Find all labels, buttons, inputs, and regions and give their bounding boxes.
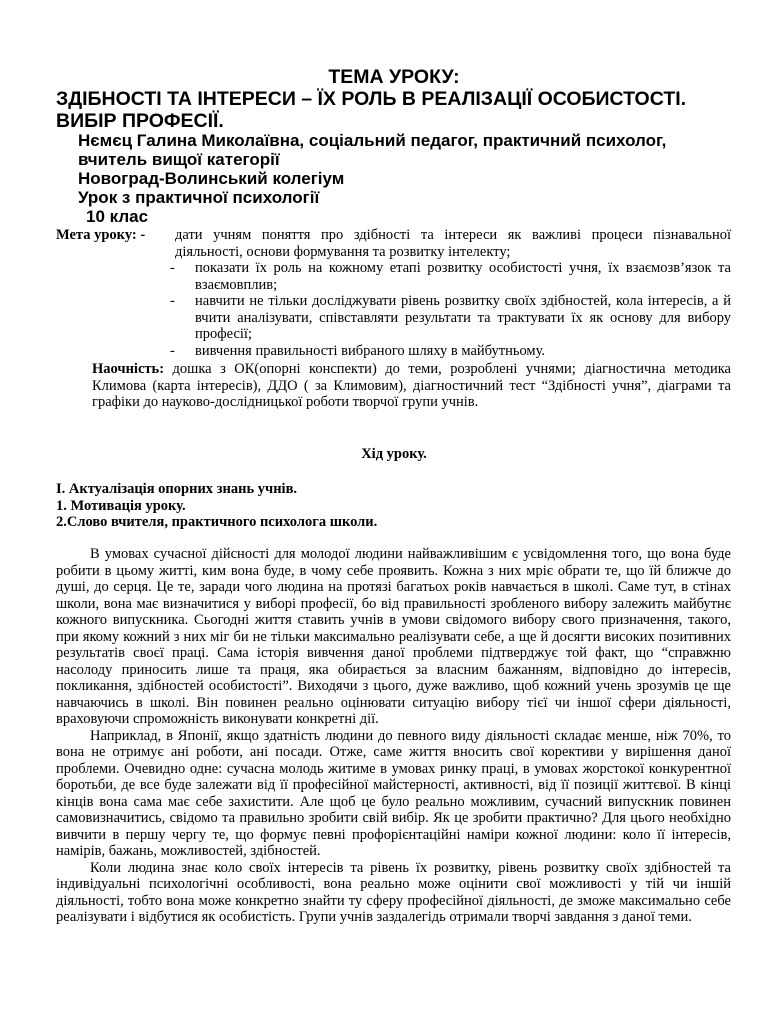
paragraph: Наприклад, в Японії, якщо здатність людини до певного виду діяльності складає менше, ніж 70%, то вона не отримує ані роботи, ані посади. Отже, саме життя вносить свої корективи у вирішення даної проблеми. Очевидно одне: сучасна молодь житиме в умовах ринку праці, в умовах жорстокої конкурентної боротьби, де все буде залежати від її професійної майстерності, активності, від її позиції життєвої. В кінці кінців вона сама має себе захистити. Але щоб це було реально можливим, сучасний випускник повинен самовизначитись, свідомо та правильно зробити свій вибір. Як це зробити практично? Для цього необхідно вивчити в першу чергу те, що формує певні профорієнтаційні наміри кожної людини: коло її інтересів, намірів, бажань, можливостей, здібностей. (56, 727, 731, 859)
grade-label: 10 клас (86, 207, 149, 226)
goal-item (56, 227, 731, 260)
lesson-course-heading: Хід уроку. (361, 446, 427, 462)
goal-item (56, 343, 731, 360)
goal-item (56, 260, 731, 293)
author-block (78, 131, 738, 207)
goal-text: дати учням поняття про здібності та інтереси як важливі процеси пізнавальної діяльності, основи формування та розвитку інтелекту; (175, 227, 731, 260)
goal-item (56, 293, 731, 343)
goal-text: вивчення правильності вибраного шляху в майбутньому. (195, 342, 546, 359)
goal-dash: - (170, 293, 175, 309)
step-heading: 2.Слово вчителя, практичного психолога школи. (56, 514, 378, 530)
author-name: Нємєц Галина Миколаївна, соціальний педагог, практичний психолог, (78, 131, 667, 150)
goal-dash: - (170, 342, 175, 359)
author-category: вчитель вищої категорії (78, 150, 280, 169)
visual-aids (92, 361, 731, 411)
goal-dash: - (170, 260, 175, 276)
lesson-topic-heading: ТЕМА УРОКУ: (328, 66, 460, 88)
goal-text: показати їх роль на кожному етапі розвитку особистості учня, їх взаємозв’язок та взаємовплив; (195, 260, 731, 293)
goal-text: навчити не тільки досліджувати рівень розвитку своїх здібностей, кола інтересів, а й вчити аналізувати, співставляти результати та трактувати їх як основу для вибору професії; (195, 293, 731, 342)
body-text (56, 546, 731, 926)
visual-aids-text: дошка з ОК(опорні конспекти) до теми, розроблені учнями; діагностична методика Климова (карта інтересів), ДДО ( за Климовим), діагностичний тест “Здібності учня”, діаграми та графіки до науково-дослідницької роботи творчої групи учнів. (92, 361, 731, 410)
lesson-title-line: ЗДІБНОСТІ ТА ІНТЕРЕСИ – ЇХ РОЛЬ В РЕАЛІЗАЦІЇ ОСОБИСТОСТІ. (56, 88, 687, 110)
goals-label: Мета уроку: - (56, 227, 146, 243)
lesson-title-line: ВИБІР ПРОФЕСІЇ. (56, 110, 224, 132)
lesson-goals (56, 227, 731, 359)
lesson-steps (56, 481, 377, 531)
visual-aids-label: Наочність: (92, 361, 165, 377)
paragraph: В умовах сучасної дійсності для молодої людини найважливішим є усвідомлення того, що вона буде робити в цьому житті, ким вона буде, в чому себе проявить. Кожна з них мріє обрати те, що їй ближче до душі, до серця. Це те, заради чого людина на протязі багатьох років навчається в школі. Саме тут, в стінах школи, вона має визначитися у виборі професії, бо від правильності зробленого вибору залежить майбутнє кожного випускника. Сьогодні життя ставить учнів в умови свідомого вибору свого призначення, такого, при якому кожний з них міг би не тільки максимально реалізувати себе, а ще й досягти високих позитивних результатів своєї праці. Сама історія вивчення даної проблеми підтверджує той факт, що “справжню насолоду приносить лише та праця, яка обирається за власним бажанням, відповідно до інтересів, покликання, здібностей особистості”. Виходячи з цього, дуже важливо, щоб кожний учень зрозумів це ще навчаючись в школі. Він повинен реально оцінювати ситуацію вибору тієї чи іншої сфери діяльності, враховуючи спроможність виконувати конкретні дії. (56, 546, 731, 727)
paragraph: Коли людина знає коло своїх інтересів та рівень їх розвитку, рівень розвитку своїх здібностей та індивідуальні психологічні особливості, вона реально може оцінити свої можливості у тій чи іншій діяльності, тобто вона може конкретно знайти ту сферу професійної діяльності, де зможе максимально себе реалізувати і відбутися як особистість. Групи учнів заздалегідь отримали творчі завдання з даної теми. (56, 859, 731, 925)
step-heading: 1. Мотивація уроку. (56, 497, 186, 514)
school-name: Новоград-Волинський колегіум (78, 169, 345, 188)
step-heading: І. Актуалізація опорних знань учнів. (56, 481, 298, 497)
lesson-type: Урок з практичної психології (78, 188, 320, 207)
